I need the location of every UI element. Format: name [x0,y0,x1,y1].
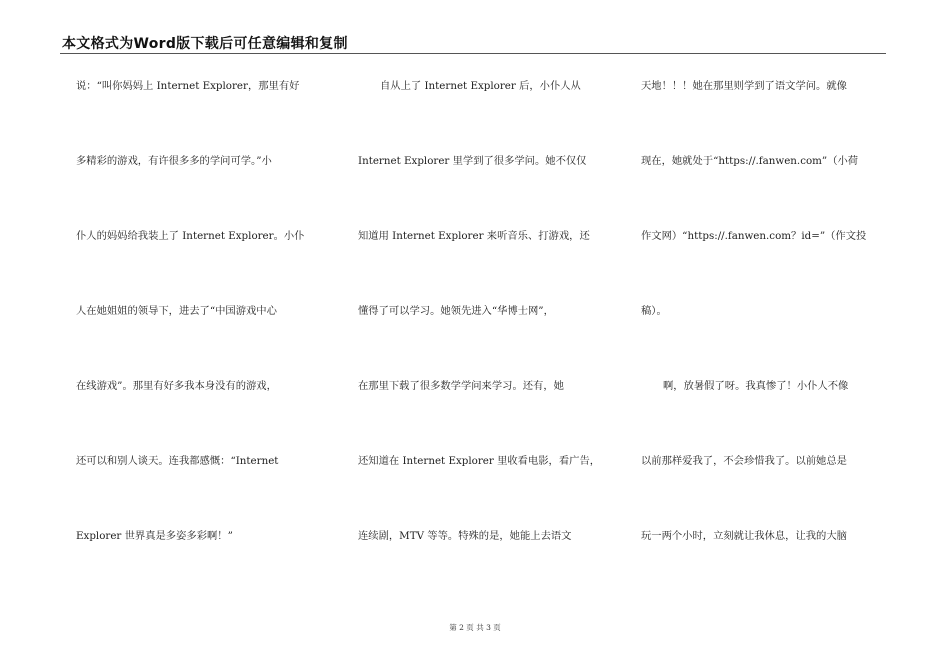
text-line: 现在，她就处于“https://.fanwen.com”（小荷 [641,155,859,167]
text-line: 啊，放暑假了呀。我真惨了！小仆人不像 [663,380,849,392]
text-line: Internet Explorer 里学到了很多学问。她不仅仅 [358,155,587,167]
header-divider [60,53,886,54]
text-line: 天地！！！她在那里则学到了语文学问。就像 [641,80,847,92]
text-line: 知道用 Internet Explorer 来听音乐、打游戏，还 [358,230,590,242]
text-line: Explorer 世界真是多姿多彩啊！” [76,530,233,542]
text-line: 以前那样爱我了，不会珍惜我了。以前她总是 [641,455,847,467]
text-line: 人在她姐姐的领导下，进去了“中国游戏中心 [76,305,277,317]
text-line: 懂得了可以学习。她领先进入“华博士网”， [358,305,554,317]
text-line: 在线游戏”。那里有好多我本身没有的游戏， [76,380,277,392]
text-line: 自从上了 Internet Explorer 后，小仆人从 [380,80,581,92]
page-number: 第 2 页 共 3 页 [449,623,501,632]
document-header-title: 本文格式为Word版下载后可任意编辑和复制 [62,36,348,52]
text-line: 还可以和别人谈天。连我都感慨：“Internet [76,455,279,467]
text-line: 说：“叫你妈妈上 Internet Explorer，那里有好 [76,80,300,92]
text-line: 仆人的妈妈给我装上了 Internet Explorer。小仆 [76,230,305,242]
text-line: 多精彩的游戏，有许很多多的学问可学。”小 [76,155,272,167]
text-line: 连续剧，MTV 等等。特殊的是，她能上去语文 [358,530,572,542]
text-line: 作文网）“https://.fanwen.com？id=”（作文投 [641,230,867,242]
text-line: 稿）。 [641,305,667,317]
text-line: 还知道在 Internet Explorer 里收看电影，看广告， [358,455,601,467]
text-line: 玩一两个小时，立刻就让我休息，让我的大脑 [641,530,847,542]
text-line: 在那里下载了很多数学学问来学习。还有，她 [358,380,564,392]
